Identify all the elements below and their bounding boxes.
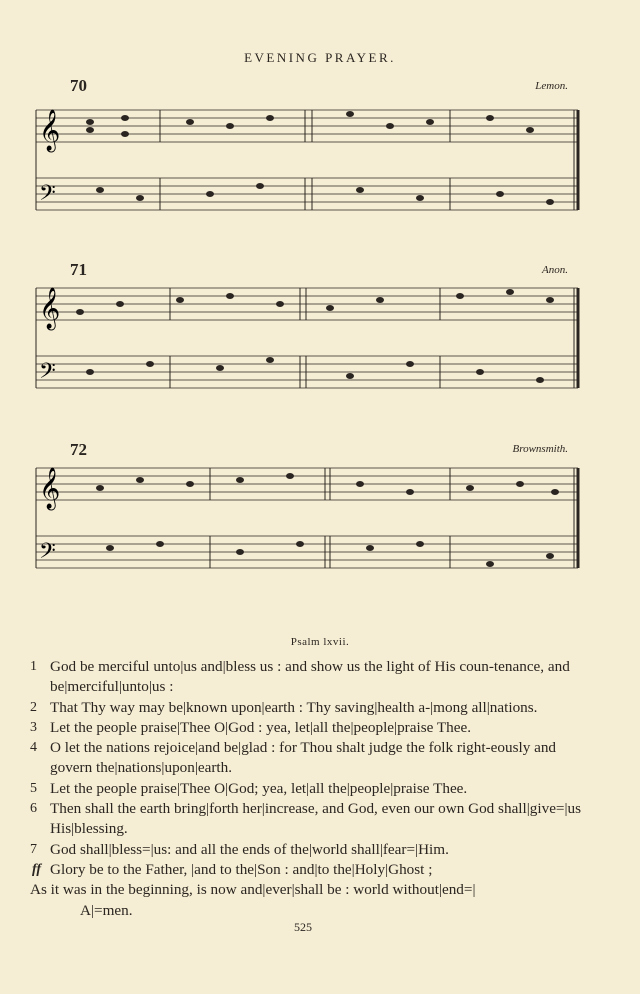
verse-text: Then shall the earth bring|forth her|increase, and God, even our own God shall|give=|us His|blessing. — [50, 800, 582, 838]
tune-name-lemon: Lemon. — [535, 80, 568, 92]
notes — [76, 289, 554, 383]
bass-clef-icon: 𝄢 — [39, 181, 56, 210]
bass-clef-icon: 𝄢 — [39, 359, 56, 388]
doxology-line-2 — [30, 880, 585, 900]
treble-clef-icon: 𝄞 — [39, 288, 61, 328]
treble-staff — [36, 110, 578, 142]
verse-6 — [30, 799, 585, 840]
verse-text: Glory be to the Father, |and to the|Son : and|to the|Holy|Ghost ; — [50, 860, 433, 878]
verse-text: God shall|bless=|us: and all the ends of the|world shall|fear=|Him. — [50, 840, 449, 858]
hymn-number-71: 71 — [70, 260, 87, 279]
verse-text: Let the people praise|Thee O|God; yea, let|all the|people|praise Thee. — [50, 779, 468, 797]
verse-number: 1 — [30, 659, 37, 674]
psalm-title: Psalm lxvii. — [290, 636, 350, 648]
dynamic-marking: ff — [32, 861, 42, 877]
verse-text: Let the people praise|Thee O|God : yea, let|all the|people|praise Thee. — [50, 718, 472, 736]
hymn-number-72: 72 — [70, 440, 87, 459]
tune-name-brownsmith: Brownsmith. — [512, 443, 568, 455]
verse-number: 3 — [30, 719, 37, 735]
verse-text: O let the nations rejoice|and be|glad : for Thou shalt judge the folk right-eously and govern the|nations|upon|earth. — [50, 739, 557, 777]
tune-name-anon: Anon. — [542, 264, 568, 276]
notes — [86, 111, 554, 205]
verse-5 — [30, 779, 585, 799]
verse-number: 2 — [30, 699, 37, 715]
verse-text: God be merciful unto|us and|bless us : and show us the light of His coun-tenance, and be|merciful|unto|us : — [50, 658, 570, 696]
page-number: 525 — [294, 920, 312, 934]
hymn-number-70: 70 — [70, 76, 87, 95]
psalm-verses — [30, 657, 585, 921]
verse-text: A|=men. — [80, 901, 133, 919]
doxology-line-1 — [30, 860, 585, 880]
verse-1 — [30, 657, 585, 698]
verse-2 — [30, 698, 585, 718]
bass-staff — [36, 356, 578, 388]
verse-number: 7 — [30, 841, 37, 857]
bass-staff — [36, 536, 578, 568]
verse-number: 6 — [30, 801, 37, 817]
music-score-71 — [30, 278, 590, 408]
verse-number: 4 — [30, 740, 37, 756]
verse-number: 5 — [30, 780, 37, 796]
bass-clef-icon: 𝄢 — [39, 539, 56, 568]
barlines — [36, 468, 578, 568]
amen-line — [30, 901, 585, 921]
treble-clef-icon: 𝄞 — [39, 110, 61, 150]
verse-text: That Thy way may be|known upon|earth : Thy saving|health a-|mong all|nations. — [50, 698, 538, 716]
verse-text: As it was in the beginning, is now and|ever|shall be : world without|end=| — [30, 881, 476, 899]
verse-3 — [30, 718, 585, 738]
treble-clef-icon: 𝄞 — [39, 468, 61, 508]
verse-7 — [30, 840, 585, 860]
notes — [96, 473, 559, 567]
music-score-70 — [30, 100, 590, 230]
music-score-72 — [30, 458, 590, 588]
running-title: EVENING PRAYER. — [244, 50, 396, 65]
treble-staff — [36, 468, 578, 500]
verse-4 — [30, 738, 585, 779]
